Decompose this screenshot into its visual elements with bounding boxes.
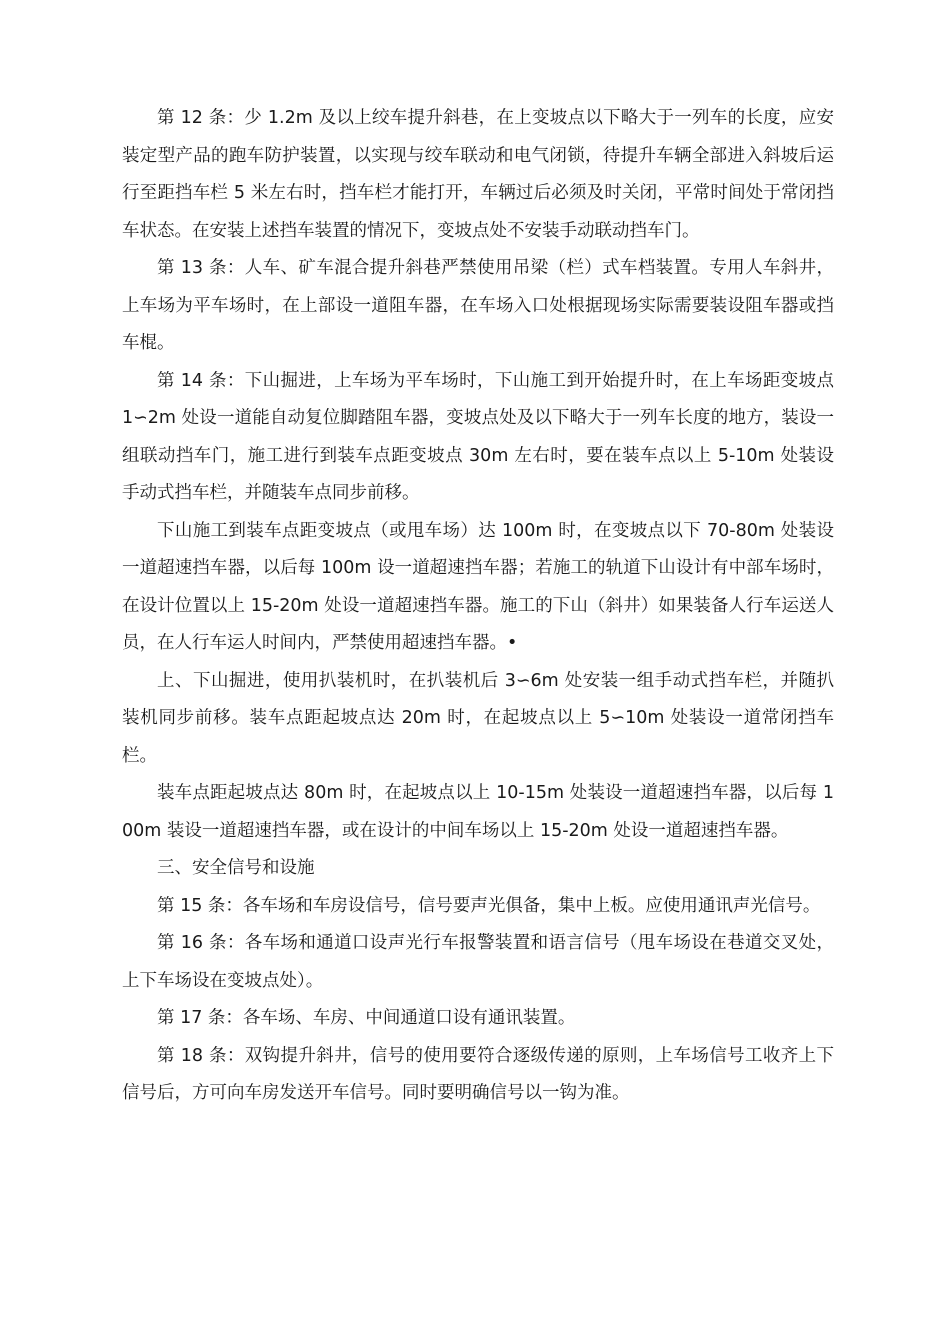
article-16-paragraph: 第 16 条：各车场和通道口设声光行车报警装置和语言信号（甩车场设在巷道交叉处，上下车场设在变坡点处）。 (122, 933, 834, 991)
section-heading: 三、安全信号和设施 (157, 858, 315, 878)
article-14-paragraph: 第 14 条：下山掘进，上车场为平车场时，下山施工到开始提升时，在上车场距变坡点 1∽2m 处设一道能自动复位脚踏阻车器，变坡点处及以下略大于一列车长度的地方，装设一组联动挡车门，施工进行到装车点距变坡点 30m 左右时，要在装车点以上 5-10m 处装设手动式挡车栏，并随装车点同步前移。 (122, 370, 834, 503)
article-17-paragraph: 第 17 条：各车场、车房、中间通道口设有通讯装置。 (157, 1008, 576, 1028)
article-12-paragraph: 第 12 条：少 1.2m 及以上绞车提升斜巷，在上变坡点以下略大于一列车的长度，应安装定型产品的跑车防护装置，以实现与绞车联动和电气闭锁，待提升车辆全部进入斜坡后运行至距挡车栏 5 米左右时，挡车栏才能打开，车辆过后必须及时关闭，平常时间处于常闭挡车状态。在安装上述挡车装置的情况下，变坡点处不安装手动联动挡车门。 (122, 108, 834, 241)
article-15-paragraph: 第 15 条：各车场和车房设信号，信号要声光俱备，集中上板。应使用通讯声光信号。 (157, 895, 821, 916)
document-body (122, 100, 834, 1113)
article-13-paragraph: 第 13 条：人车、矿车混合提升斜巷严禁使用吊梁（栏）式车档装置。专用人车斜井，上车场为平车场时，在上部设一道阻车器，在车场入口处根据现场实际需要装设阻车器或挡车棍。 (122, 258, 834, 353)
article-18-paragraph: 第 18 条：双钩提升斜井，信号的使用要符合逐级传递的原则，上车场信号工收齐上下信号后，方可向车房发送开车信号。同时要明确信号以一钩为准。 (122, 1045, 834, 1103)
downhill-construction-paragraph: 下山施工到装车点距变坡点（或甩车场）达 100m 时，在变坡点以下 70-80m 处装设一道超速挡车器，以后每 100m 设一道超速挡车器；若施工的轨道下山设计有中部车场时，在设计位置以上 15-20m 处设一道超速挡车器。施工的下山（斜井）如果装备人行车运送人员，在人行车运人时间内，严禁使用超速挡车器。• (122, 520, 834, 653)
loading-point-paragraph: 装车点距起坡点达 80m 时，在起坡点以上 10-15m 处装设一道超速挡车器，以后每 100m 装设一道超速挡车器，或在设计的中间车场以上 15-20m 处设一道超速挡车器。 (122, 783, 834, 841)
loader-paragraph: 上、下山掘进，使用扒装机时，在扒装机后 3∽6m 处安装一组手动式挡车栏，并随扒装机同步前移。装车点距起坡点达 20m 时，在起坡点以上 5∽10m 处装设一道常闭挡车栏。 (122, 670, 834, 766)
